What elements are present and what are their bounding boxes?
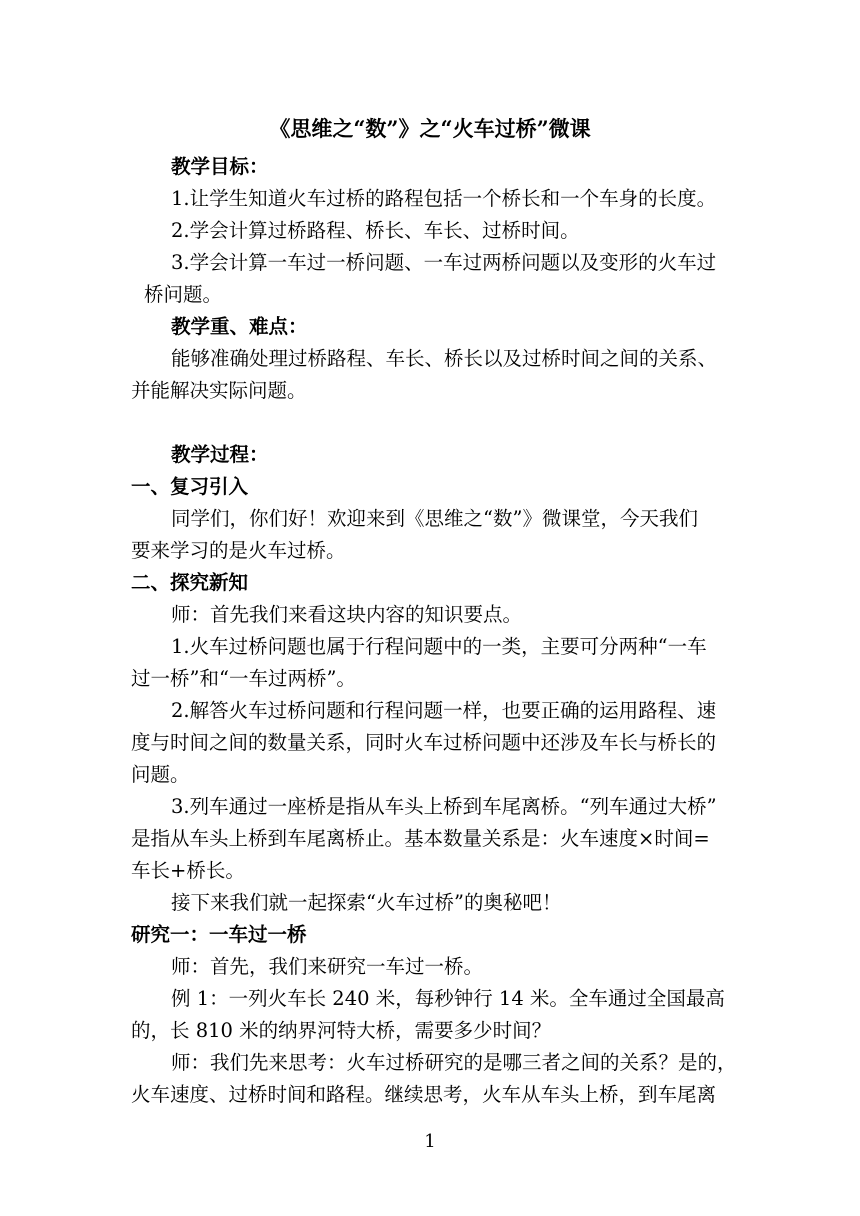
part-1-line-1: 同学们，你们好！欢迎来到《思维之“数”》微课堂，今天我们 [171,507,698,530]
explore-line: 接下来我们就一起探索“火车过桥”的奥秘吧！ [171,891,562,914]
example-1-line-2: 的，长 810 米的纳界河特大桥，需要多少时间？ [131,1019,552,1042]
point-1-line-2: 过一桥”和“一车过两桥”。 [131,667,356,690]
goal-3-line-1: 3.学会计算一车过一桥问题、一车过两桥问题以及变形的火车过 [171,251,717,274]
think-line-2: 火车速度、过桥时间和路程。继续思考，火车从车头上桥，到车尾离 [131,1083,717,1106]
point-3-line-3: 车长+桥长。 [131,859,245,882]
part-2-heading: 二、探究新知 [131,571,249,594]
key-points-line-2: 并能解决实际问题。 [131,379,307,402]
goals-heading: 教学目标： [171,155,269,178]
study-1-heading: 研究一：一车过一桥 [131,923,307,946]
point-2-line-3: 问题。 [131,763,190,786]
goal-1: 1.让学生知道火车过桥的路程包括一个桥长和一个车身的长度。 [171,187,717,210]
point-3-line-1: 3.列车通过一座桥是指从车头上桥到车尾离桥。“列车通过大桥” [171,795,717,818]
process-heading: 教学过程： [171,443,269,466]
study-1-intro: 师：首先，我们来研究一车过一桥。 [171,955,484,978]
document-title: 《思维之“数”》之“火车过桥”微课 [269,116,591,141]
part-2-intro: 师：首先我们来看这块内容的知识要点。 [171,603,523,626]
point-3-line-2: 是指从车头上桥到车尾离桥止。基本数量关系是：火车速度×时间= [131,827,710,850]
point-1-line-1: 1.火车过桥问题也属于行程问题中的一类，主要可分两种“一车 [171,635,707,658]
goal-2: 2.学会计算过桥路程、桥长、车长、过桥时间。 [171,219,580,242]
key-points-heading: 教学重、难点： [171,315,308,338]
key-points-line-1: 能够准确处理过桥路程、车长、桥长以及过桥时间之间的关系、 [171,347,718,370]
think-line-1: 师：我们先来思考：火车过桥研究的是哪三者之间的关系？是的， [171,1051,737,1074]
point-2-line-1: 2.解答火车过桥问题和行程问题一样，也要正确的运用路程、速 [171,699,717,722]
part-1-line-2: 要来学习的是火车过桥。 [131,539,346,562]
part-1-heading: 一、复习引入 [131,475,249,498]
example-1-line-1: 例 1：一列火车长 240 米，每秒钟行 14 米。全车通过全国最高 [171,987,725,1010]
goal-3-line-2: 桥问题。 [144,283,223,306]
page-number: 1 [424,1131,436,1152]
point-2-line-2: 度与时间之间的数量关系，同时火车过桥问题中还涉及车长与桥长的 [131,731,717,754]
